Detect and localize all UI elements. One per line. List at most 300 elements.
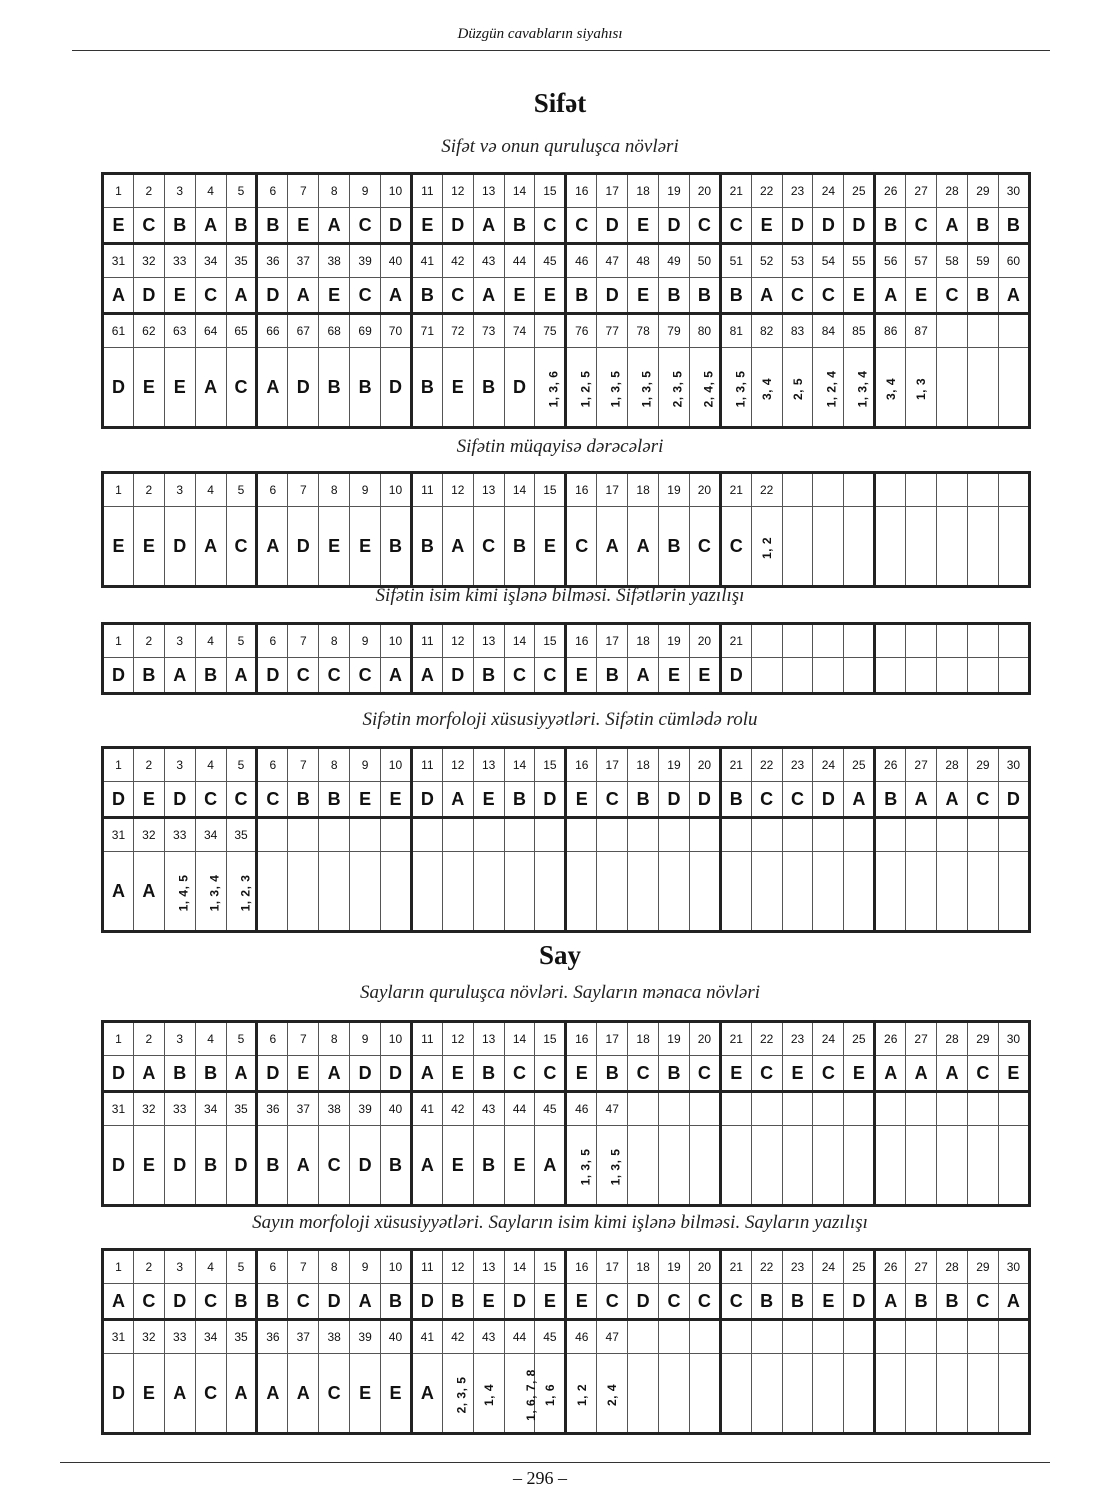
question-number: 30 <box>998 174 1029 208</box>
empty-cell <box>967 624 998 658</box>
question-number: 9 <box>350 473 381 507</box>
block-subtitle: Sifətin müqayisə dərəcələri <box>456 436 664 457</box>
question-number: 7 <box>288 174 319 208</box>
question-number: 69 <box>350 314 381 348</box>
answer-row <box>103 507 1030 587</box>
answer-letter: B <box>566 278 597 314</box>
answer-letter: C <box>257 782 288 818</box>
answer-letter: C <box>535 208 566 244</box>
empty-cell <box>689 1320 720 1354</box>
answer-letter: E <box>319 507 350 587</box>
answer-letter: C <box>226 782 257 818</box>
empty-cell <box>504 818 535 852</box>
question-number: 29 <box>967 1250 998 1284</box>
answer-letter: E <box>504 278 535 314</box>
answer-letter: B <box>875 208 906 244</box>
question-number-row <box>103 1250 1030 1284</box>
answer-letter: E <box>473 1284 504 1320</box>
question-number: 20 <box>689 748 720 782</box>
question-number: 63 <box>164 314 195 348</box>
question-number: 19 <box>659 624 690 658</box>
question-number: 18 <box>628 174 659 208</box>
answer-letter: B <box>628 782 659 818</box>
answer-letter: A <box>875 278 906 314</box>
answer-letter: D <box>720 658 751 694</box>
question-number: 16 <box>566 1250 597 1284</box>
question-number: 13 <box>473 748 504 782</box>
question-number: 20 <box>689 174 720 208</box>
question-number: 37 <box>288 1320 319 1354</box>
answer-letter: D <box>164 1284 195 1320</box>
multi-answer: 2, 3, 5 <box>454 1376 469 1413</box>
question-number: 39 <box>350 1092 381 1126</box>
empty-cell <box>937 1354 968 1434</box>
answer-letter: A <box>998 278 1029 314</box>
empty-cell <box>998 1092 1029 1126</box>
question-number: 45 <box>535 244 566 278</box>
answer-letter: E <box>319 278 350 314</box>
empty-cell <box>875 818 906 852</box>
multi-answer: 2, 4 <box>605 1383 620 1406</box>
question-number: 5 <box>226 1250 257 1284</box>
answer-letter: C <box>720 507 751 587</box>
question-number: 4 <box>195 473 226 507</box>
empty-cell <box>875 507 906 587</box>
empty-cell <box>473 818 504 852</box>
answer-letter: A <box>751 278 782 314</box>
answer-letter: B <box>782 1284 813 1320</box>
answer-letter: B <box>257 208 288 244</box>
answer-letter: D <box>350 1056 381 1092</box>
question-number: 60 <box>998 244 1029 278</box>
question-number: 13 <box>473 1022 504 1056</box>
multi-answer-cell <box>628 348 659 428</box>
question-number: 21 <box>720 748 751 782</box>
answer-letter: E <box>751 208 782 244</box>
empty-cell <box>782 473 813 507</box>
question-number: 1 <box>103 1022 134 1056</box>
question-number: 10 <box>381 1250 412 1284</box>
empty-cell <box>782 507 813 587</box>
answer-letter: B <box>659 278 690 314</box>
question-number: 45 <box>535 1092 566 1126</box>
empty-cell <box>906 473 937 507</box>
answer-letter: D <box>844 208 875 244</box>
answer-letter: C <box>597 782 628 818</box>
answer-letter: B <box>504 507 535 587</box>
question-number: 25 <box>844 1250 875 1284</box>
question-number: 12 <box>442 748 473 782</box>
answer-key-table <box>101 471 1031 588</box>
multi-answer: 1, 3, 4 <box>855 370 870 407</box>
empty-cell <box>844 852 875 932</box>
multi-answer-cell <box>597 348 628 428</box>
answer-letter: D <box>504 348 535 428</box>
empty-cell <box>906 658 937 694</box>
empty-cell <box>906 818 937 852</box>
answer-letter: E <box>350 782 381 818</box>
question-number-row <box>103 244 1030 278</box>
empty-cell <box>998 658 1029 694</box>
answer-letter: A <box>411 1126 442 1206</box>
multi-answer: 1, 2, 5 <box>578 370 593 407</box>
question-number: 39 <box>350 244 381 278</box>
answer-letter: C <box>906 208 937 244</box>
empty-cell <box>967 348 998 428</box>
answer-letter: C <box>967 782 998 818</box>
question-number: 30 <box>998 1250 1029 1284</box>
answer-letter: E <box>844 278 875 314</box>
empty-cell <box>906 624 937 658</box>
empty-cell <box>875 624 906 658</box>
question-number: 34 <box>195 244 226 278</box>
answer-letter: C <box>288 1284 319 1320</box>
empty-cell <box>720 1092 751 1126</box>
empty-cell <box>659 1320 690 1354</box>
question-number: 9 <box>350 1250 381 1284</box>
answer-letter: D <box>442 208 473 244</box>
answer-letter: C <box>689 1056 720 1092</box>
answer-letter: C <box>288 658 319 694</box>
answer-letter: C <box>195 1284 226 1320</box>
question-number: 76 <box>566 314 597 348</box>
question-number: 35 <box>226 1320 257 1354</box>
question-number: 6 <box>257 624 288 658</box>
answer-letter: E <box>103 507 134 587</box>
question-number: 32 <box>133 1320 164 1354</box>
question-number: 2 <box>133 748 164 782</box>
answer-letter: C <box>133 208 164 244</box>
empty-cell <box>875 658 906 694</box>
question-number: 2 <box>133 174 164 208</box>
answer-letter: E <box>350 507 381 587</box>
question-number: 37 <box>288 1092 319 1126</box>
multi-answer: 1, 4 <box>481 1383 496 1406</box>
multi-answer-cell <box>195 852 226 932</box>
section-title-sifet: Sifət <box>533 88 587 118</box>
question-number: 19 <box>659 748 690 782</box>
answer-letter: E <box>473 782 504 818</box>
question-number: 25 <box>844 748 875 782</box>
answer-letter: A <box>937 1056 968 1092</box>
question-number: 50 <box>689 244 720 278</box>
answer-letter: D <box>319 1284 350 1320</box>
empty-cell <box>998 473 1029 507</box>
question-number: 11 <box>411 748 442 782</box>
question-number: 12 <box>442 1250 473 1284</box>
answer-letter: B <box>226 1284 257 1320</box>
answer-letter: C <box>937 278 968 314</box>
empty-cell <box>937 624 968 658</box>
answer-letter: A <box>288 1126 319 1206</box>
question-number: 2 <box>133 624 164 658</box>
empty-cell <box>906 1126 937 1206</box>
multi-answer: 1, 3, 5 <box>733 370 748 407</box>
question-number: 13 <box>473 624 504 658</box>
answer-letter: E <box>411 208 442 244</box>
answer-key-table <box>101 746 1031 933</box>
answer-letter: C <box>967 1284 998 1320</box>
answer-letter: B <box>937 1284 968 1320</box>
answer-letter: A <box>411 1056 442 1092</box>
multi-answer: 1, 2, 3 <box>237 874 252 911</box>
question-number: 34 <box>195 1320 226 1354</box>
question-number: 31 <box>103 818 134 852</box>
question-number: 43 <box>473 1320 504 1354</box>
empty-cell <box>967 818 998 852</box>
answer-letter: B <box>720 278 751 314</box>
empty-cell <box>257 818 288 852</box>
answer-letter: A <box>381 278 412 314</box>
question-number: 15 <box>535 1022 566 1056</box>
question-number: 18 <box>628 748 659 782</box>
question-number: 26 <box>875 1022 906 1056</box>
multi-answer-cell <box>782 348 813 428</box>
question-number: 7 <box>288 1250 319 1284</box>
question-number: 10 <box>381 473 412 507</box>
answer-letter: E <box>133 1126 164 1206</box>
answer-letter: D <box>350 1126 381 1206</box>
answer-letter: E <box>998 1056 1029 1092</box>
answer-letter: C <box>566 208 597 244</box>
answer-letter: B <box>381 507 412 587</box>
empty-cell <box>937 348 968 428</box>
empty-cell <box>319 818 350 852</box>
question-number: 47 <box>597 1320 628 1354</box>
question-number: 58 <box>937 244 968 278</box>
question-number: 27 <box>906 748 937 782</box>
empty-cell <box>751 1320 782 1354</box>
empty-cell <box>813 818 844 852</box>
question-number: 10 <box>381 624 412 658</box>
question-number-row <box>103 748 1030 782</box>
question-number: 14 <box>504 1022 535 1056</box>
question-number: 17 <box>597 1022 628 1056</box>
question-number: 28 <box>937 174 968 208</box>
question-number: 26 <box>875 748 906 782</box>
multi-answer: 1, 3, 5 <box>608 370 623 407</box>
empty-cell <box>782 818 813 852</box>
empty-cell <box>967 1092 998 1126</box>
answer-letter: E <box>164 278 195 314</box>
question-number: 3 <box>164 748 195 782</box>
question-number: 35 <box>226 818 257 852</box>
answer-letter: E <box>504 1126 535 1206</box>
empty-cell <box>937 473 968 507</box>
answer-letter: E <box>566 658 597 694</box>
question-number: 6 <box>257 1022 288 1056</box>
empty-cell <box>967 1354 998 1434</box>
empty-cell <box>875 1126 906 1206</box>
empty-cell <box>782 658 813 694</box>
answer-letter: D <box>164 1126 195 1206</box>
multi-answer: 1, 3, 4 <box>207 874 222 911</box>
empty-cell <box>689 1354 720 1434</box>
answer-row <box>103 348 1030 428</box>
question-number: 35 <box>226 244 257 278</box>
multi-answer-cell <box>535 348 566 428</box>
question-number: 22 <box>751 174 782 208</box>
answer-letter: A <box>257 507 288 587</box>
empty-cell <box>844 473 875 507</box>
answer-letter: A <box>288 278 319 314</box>
question-number: 8 <box>319 1250 350 1284</box>
question-number: 42 <box>442 244 473 278</box>
question-number: 42 <box>442 1320 473 1354</box>
answer-letter: C <box>720 208 751 244</box>
question-number-row <box>103 624 1030 658</box>
question-number: 6 <box>257 473 288 507</box>
empty-cell <box>751 852 782 932</box>
question-number: 55 <box>844 244 875 278</box>
answer-letter: A <box>257 348 288 428</box>
empty-cell <box>720 852 751 932</box>
empty-cell <box>566 852 597 932</box>
empty-cell <box>875 852 906 932</box>
answer-letter: D <box>164 782 195 818</box>
question-number: 57 <box>906 244 937 278</box>
question-number: 4 <box>195 174 226 208</box>
answer-letter: D <box>998 782 1029 818</box>
question-number: 12 <box>442 1022 473 1056</box>
question-number: 27 <box>906 1250 937 1284</box>
question-number: 82 <box>751 314 782 348</box>
question-number: 14 <box>504 1250 535 1284</box>
answer-letter: B <box>195 1126 226 1206</box>
empty-cell <box>906 1320 937 1354</box>
answer-letter: D <box>103 1056 134 1092</box>
empty-cell <box>751 1092 782 1126</box>
answer-letter: D <box>504 1284 535 1320</box>
question-number: 34 <box>195 818 226 852</box>
question-number: 3 <box>164 473 195 507</box>
question-number: 1 <box>103 1250 134 1284</box>
answer-letter: C <box>133 1284 164 1320</box>
answer-letter: B <box>381 1284 412 1320</box>
answer-letter: B <box>164 1056 195 1092</box>
answer-letter: D <box>813 782 844 818</box>
question-number: 31 <box>103 244 134 278</box>
empty-cell <box>751 1354 782 1434</box>
answer-letter: D <box>133 278 164 314</box>
answer-row <box>103 278 1030 314</box>
empty-cell <box>689 818 720 852</box>
answer-letter: B <box>381 1126 412 1206</box>
question-number: 11 <box>411 1250 442 1284</box>
answer-letter: D <box>628 1284 659 1320</box>
question-number: 19 <box>659 473 690 507</box>
answer-letter: A <box>226 278 257 314</box>
question-number: 25 <box>844 174 875 208</box>
empty-cell <box>659 1092 690 1126</box>
empty-cell <box>937 507 968 587</box>
question-number: 17 <box>597 473 628 507</box>
answer-letter: C <box>566 507 597 587</box>
question-number: 26 <box>875 174 906 208</box>
empty-cell <box>535 818 566 852</box>
question-number: 13 <box>473 473 504 507</box>
answer-letter: E <box>103 208 134 244</box>
empty-cell <box>720 1126 751 1206</box>
multi-answer: 1, 6 <box>542 1383 557 1406</box>
question-number: 56 <box>875 244 906 278</box>
empty-cell <box>411 852 442 932</box>
answer-letter: B <box>689 278 720 314</box>
empty-cell <box>844 818 875 852</box>
question-number: 25 <box>844 1022 875 1056</box>
answer-key-table <box>101 172 1031 429</box>
question-number: 40 <box>381 1092 412 1126</box>
question-number: 17 <box>597 624 628 658</box>
answer-letter: D <box>813 208 844 244</box>
answer-letter: C <box>967 1056 998 1092</box>
question-number: 30 <box>998 748 1029 782</box>
block-subtitle: Sifətin morfoloji xüsusiyyətləri. Sifətin cümlədə rolu <box>362 709 758 730</box>
question-number: 22 <box>751 748 782 782</box>
question-number: 24 <box>813 748 844 782</box>
question-number: 9 <box>350 1022 381 1056</box>
question-number: 10 <box>381 1022 412 1056</box>
answer-letter: C <box>689 507 720 587</box>
answer-letter: C <box>226 507 257 587</box>
question-number: 11 <box>411 1022 442 1056</box>
question-number: 28 <box>937 1022 968 1056</box>
answer-letter: D <box>659 782 690 818</box>
answer-letter: E <box>288 1056 319 1092</box>
question-number: 2 <box>133 1022 164 1056</box>
question-number: 4 <box>195 1022 226 1056</box>
question-number: 49 <box>659 244 690 278</box>
question-number: 24 <box>813 1250 844 1284</box>
empty-cell <box>844 624 875 658</box>
answer-letter: A <box>319 208 350 244</box>
footer-rule <box>60 1462 1050 1463</box>
answer-letter: D <box>288 507 319 587</box>
answer-letter: B <box>659 1056 690 1092</box>
answer-letter: E <box>133 348 164 428</box>
answer-row <box>103 1126 1030 1206</box>
empty-cell <box>782 852 813 932</box>
question-number: 34 <box>195 1092 226 1126</box>
answer-letter: A <box>411 1354 442 1434</box>
empty-cell <box>844 1320 875 1354</box>
question-number: 81 <box>720 314 751 348</box>
question-number: 9 <box>350 174 381 208</box>
answer-letter: A <box>535 1126 566 1206</box>
empty-cell <box>844 658 875 694</box>
question-number: 23 <box>782 1250 813 1284</box>
answer-letter: C <box>689 1284 720 1320</box>
question-number: 33 <box>164 244 195 278</box>
answer-letter: A <box>906 782 937 818</box>
multi-answer: 1, 3, 5 <box>639 370 654 407</box>
empty-cell <box>751 658 782 694</box>
multi-answer-cell <box>659 348 690 428</box>
answer-letter: B <box>195 658 226 694</box>
answer-letter: C <box>504 658 535 694</box>
question-number: 16 <box>566 624 597 658</box>
question-number: 33 <box>164 1320 195 1354</box>
answer-letter: E <box>566 1056 597 1092</box>
question-number-row <box>103 174 1030 208</box>
question-number: 18 <box>628 1250 659 1284</box>
question-number: 43 <box>473 244 504 278</box>
answer-letter: B <box>411 278 442 314</box>
answer-letter: D <box>659 208 690 244</box>
question-number: 22 <box>751 1250 782 1284</box>
question-number: 44 <box>504 244 535 278</box>
question-number: 1 <box>103 748 134 782</box>
